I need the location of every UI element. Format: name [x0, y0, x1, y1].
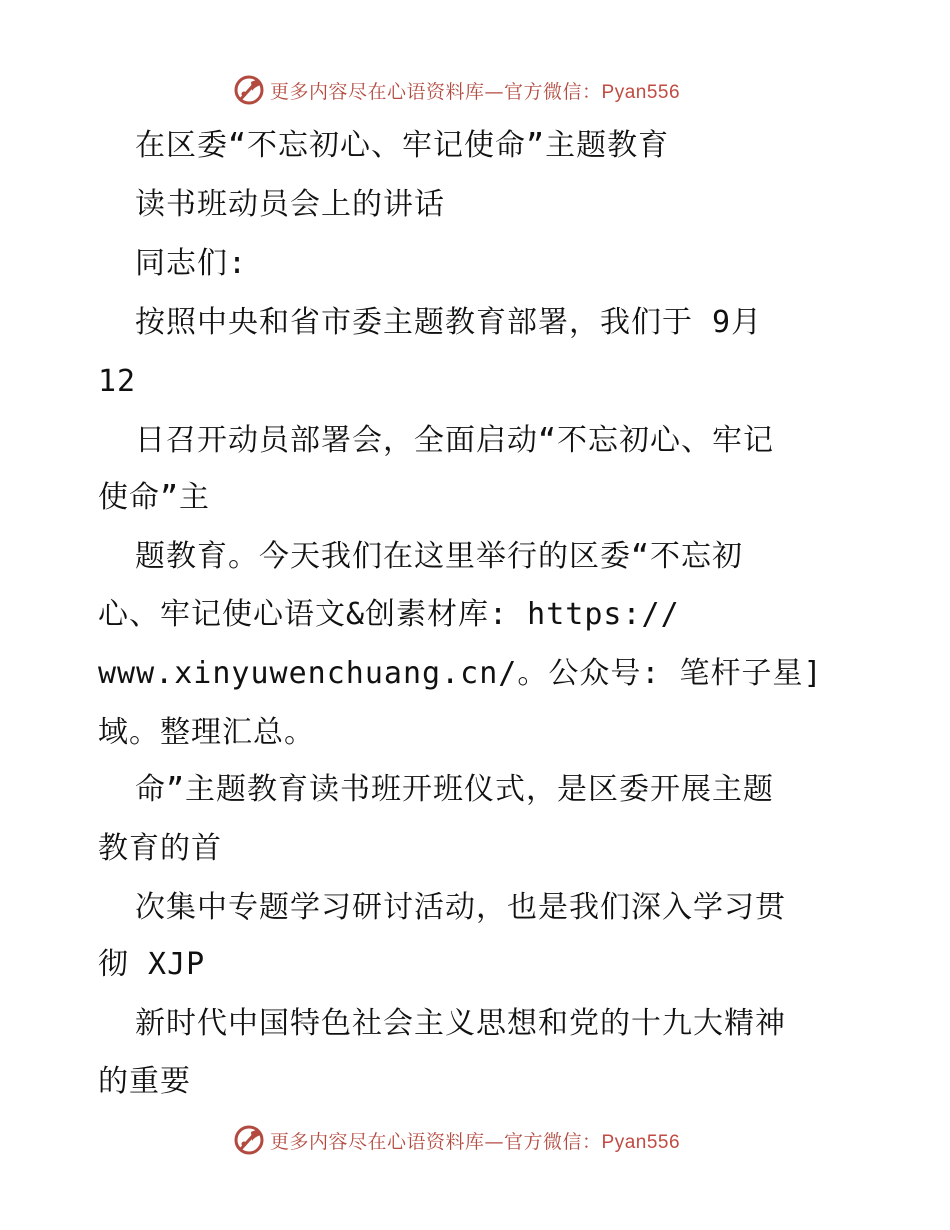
banner-separator: —	[484, 80, 505, 103]
banner-main-text: 更多内容尽在心语资料库	[270, 1130, 485, 1153]
banner-official-label: 官方微信：	[504, 1130, 602, 1153]
paragraph-line: 域。整理汇总。	[98, 715, 315, 750]
paragraph-line: 12	[98, 364, 137, 399]
paragraph-line: www.xinyuwenchuang.cn/。公众号: 笔杆子星]	[98, 656, 823, 691]
paragraph-line: 使命”主	[98, 480, 211, 515]
banner-brand: Pyan556	[601, 81, 681, 103]
title-line-1: 在区委“不忘初心、牢记使命”主题教育	[135, 128, 670, 163]
paragraph-line: 彻 XJP	[98, 947, 206, 982]
title-line-2: 读书班动员会上的讲话	[135, 187, 445, 222]
paragraph-line: 新时代中国特色社会主义思想和党的十九大精神	[135, 1006, 786, 1041]
banner-separator: —	[484, 1130, 505, 1153]
paragraph-line: 心、牢记使心语文&创素材库: https://	[98, 597, 680, 632]
paragraph-line: 教育的首	[98, 831, 222, 866]
salutation: 同志们:	[135, 246, 248, 281]
paragraph-line: 次集中专题学习研讨活动，也是我们深入学习贯	[135, 890, 786, 925]
banner-official-label: 官方微信：	[504, 80, 602, 103]
banner-brand: Pyan556	[601, 1131, 681, 1153]
banner-main-text: 更多内容尽在心语资料库	[270, 80, 485, 103]
paragraph-line: 日召开动员部署会，全面启动“不忘初心、牢记	[135, 423, 775, 458]
footer-banner	[232, 1122, 752, 1158]
quill-seal-icon	[232, 1123, 266, 1157]
banner-text	[270, 1127, 680, 1154]
paragraph-line: 题教育。今天我们在这里举行的区委“不忘初	[135, 539, 744, 574]
paragraph-line: 按照中央和省市委主题教育部署，我们于 9月	[135, 305, 763, 340]
paragraph-line: 的重要	[98, 1064, 191, 1099]
paragraph-line: 命”主题教育读书班开班仪式，是区委开展主题	[135, 772, 775, 807]
